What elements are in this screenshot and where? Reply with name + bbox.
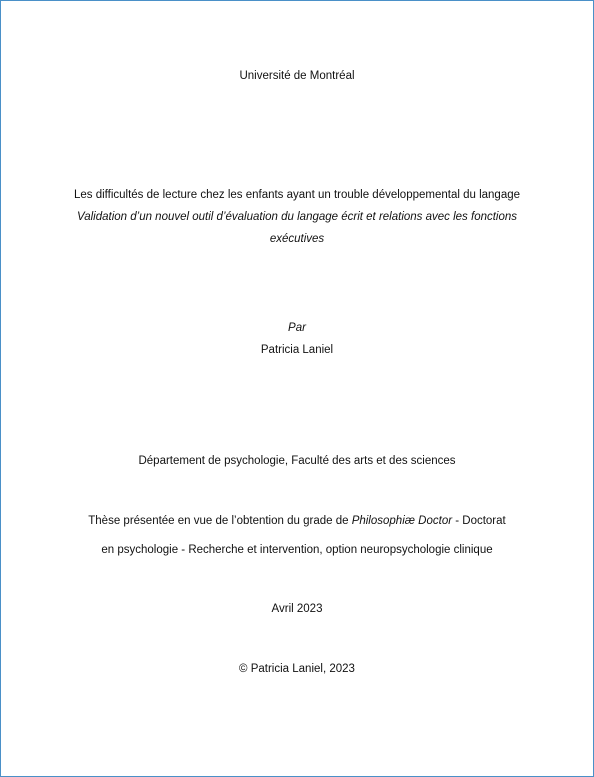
by-label: Par — [288, 322, 306, 334]
thesis-statement-line-1 — [1, 513, 593, 529]
university-name: Université de Montréal — [239, 70, 355, 82]
thesis-statement-line-2: en psychologie - Recherche et intervention, option neuropsychologie clinique — [101, 544, 493, 556]
degree-name: Philosophiæ Doctor — [351, 515, 453, 527]
thesis-title: Les difficultés de lecture chez les enfants ayant un trouble développemental du langage — [73, 189, 521, 201]
department-faculty: Département de psychologie, Faculté des arts et des sciences — [138, 455, 456, 467]
thesis-subtitle-line-1: Validation d’un nouvel outil d’évaluation du langage écrit et relations avec les fonctions — [76, 211, 518, 223]
thesis-statement-suffix: - Doctorat — [452, 515, 506, 527]
copyright-notice: © Patricia Laniel, 2023 — [239, 663, 355, 675]
submission-date: Avril 2023 — [271, 603, 323, 615]
author-name: Patricia Laniel — [260, 344, 334, 356]
thesis-statement-prefix: Thèse présentée en vue de l’obtention du grade de — [88, 515, 352, 527]
thesis-subtitle-line-2: exécutives — [269, 233, 325, 245]
